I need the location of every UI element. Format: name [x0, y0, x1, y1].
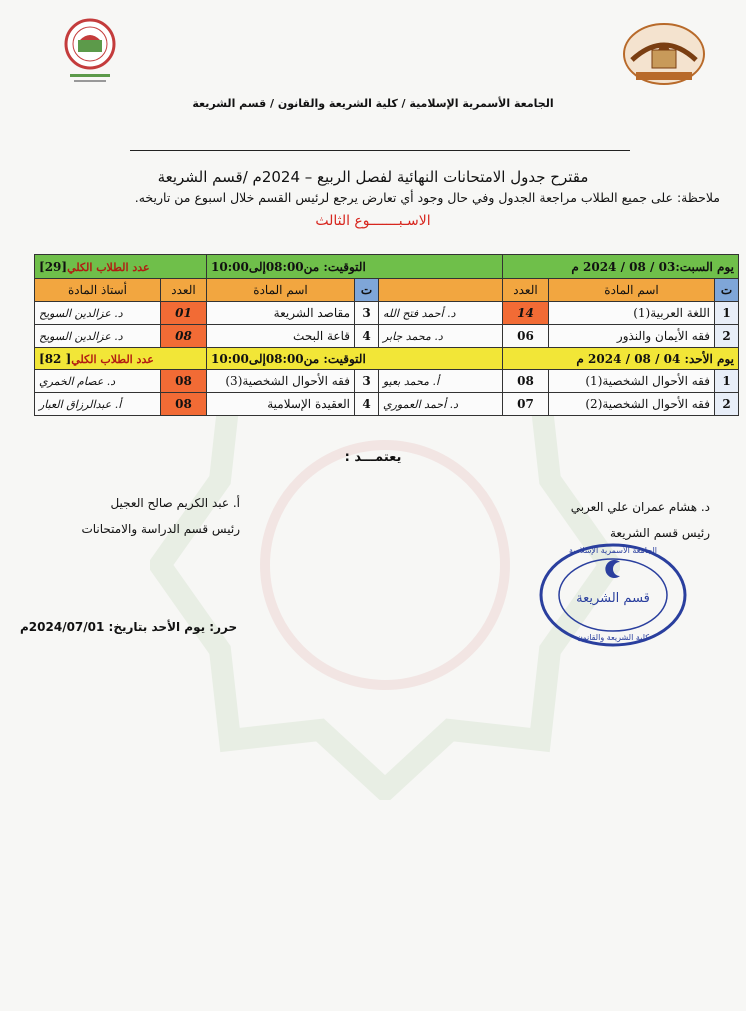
time-label: التوقيت: من08:00إلى10:00 — [207, 348, 503, 370]
signature-right-role: رئيس قسم الشريعة — [610, 526, 710, 540]
student-count: 08 — [161, 325, 207, 348]
table-row — [35, 393, 739, 416]
university-logo-right — [622, 20, 706, 86]
row-index: 2 — [715, 325, 739, 348]
institution-header: الجامعة الأسمرية الإسلامية / كلية الشريعة والقانون / قسم الشريعة — [192, 97, 554, 110]
row-index: 4 — [355, 393, 379, 416]
issue-date: حرر: يوم الأحد بتاريخ: 2024/07/01م — [20, 620, 238, 634]
svg-text:الجامعة الأسمرية الإسلامية: الجامعة الأسمرية الإسلامية — [568, 546, 658, 555]
teacher-name: د. عزالدين السويح — [35, 325, 161, 348]
subject-name: مقاصد الشريعة — [207, 302, 355, 325]
header-count: العدد — [161, 279, 207, 302]
student-count: 06 — [503, 325, 549, 348]
row-index: 3 — [355, 370, 379, 393]
student-count: 14 — [503, 302, 549, 325]
approval-heading: يعتمـــد : — [344, 450, 402, 465]
header-index: ت — [715, 279, 739, 302]
row-index: 2 — [715, 393, 739, 416]
header-index: ت — [355, 279, 379, 302]
day-row-sunday — [35, 348, 739, 370]
day-label: يوم السبت:03 / 08 / 2024 م — [503, 255, 739, 279]
header-subject: اسم المادة — [549, 279, 715, 302]
teacher-name: د. محمد جابر — [379, 325, 503, 348]
svg-text:كلية الشريعة والقانون: كلية الشريعة والقانون — [576, 633, 650, 642]
student-count: 08 — [161, 393, 207, 416]
subject-name: قاعة البحث — [207, 325, 355, 348]
subject-name: اللغة العربية(1) — [549, 302, 715, 325]
time-label: التوقيت: من08:00إلى10:00 — [207, 255, 503, 279]
row-index: 1 — [715, 370, 739, 393]
college-logo-left — [50, 12, 130, 92]
student-count: 08 — [161, 370, 207, 393]
header-teacher: أستاذ المادة — [35, 279, 161, 302]
day-row-saturday — [35, 255, 739, 279]
subject-name: فقه الأحوال الشخصية(1) — [549, 370, 715, 393]
table-row — [35, 325, 739, 348]
teacher-name: أ. محمد بعيو — [379, 370, 503, 393]
signature-left-role: رئيس قسم الدراسة والامتحانات — [81, 522, 240, 536]
signature-left-name: أ. عبد الكريم صالح العجيل — [110, 496, 240, 510]
student-count: 08 — [503, 370, 549, 393]
total-students: عدد الطلاب الكلي[ 82] — [35, 348, 207, 370]
header-blank — [379, 279, 503, 302]
subject-name: فقه الأحوال الشخصية(2) — [549, 393, 715, 416]
day-label: يوم الأحد: 04 / 08 / 2024 م — [503, 348, 739, 370]
header-divider — [130, 150, 630, 151]
subject-name: فقه الأحوال الشخصية(3) — [207, 370, 355, 393]
table-header-row — [35, 279, 739, 302]
table-row — [35, 302, 739, 325]
header-subject: اسم المادة — [207, 279, 355, 302]
subject-name: فقه الأيمان والنذور — [549, 325, 715, 348]
week-label: الاسـبـــــــوع الثالث — [315, 213, 431, 229]
teacher-name: د. عزالدين السويح — [35, 302, 161, 325]
student-count: 07 — [503, 393, 549, 416]
row-index: 4 — [355, 325, 379, 348]
exam-schedule-table — [34, 254, 739, 416]
signature-right-name: د. هشام عمران علي العربي — [570, 500, 710, 514]
student-count: 01 — [161, 302, 207, 325]
signature-left — [40, 490, 240, 542]
teacher-name: د. عصام الخمري — [35, 370, 161, 393]
row-index: 1 — [715, 302, 739, 325]
svg-text:قسم الشريعة: قسم الشريعة — [576, 591, 650, 606]
table-row — [35, 370, 739, 393]
department-stamp — [538, 540, 688, 650]
student-note: ملاحظة: على جميع الطلاب مراجعة الجدول وفي حال وجود أي تعارض يرجع لرئيس القسم خلال اسبوع من تاريخه. — [134, 190, 720, 205]
subject-name: العقيدة الإسلامية — [207, 393, 355, 416]
document-title: مقترح جدول الامتحانات النهائية لفصل الربيع – 2024م /قسم الشريعة — [157, 168, 589, 186]
signature-right — [540, 494, 710, 546]
row-index: 3 — [355, 302, 379, 325]
total-students: عدد الطلاب الكلي[29] — [35, 255, 207, 279]
header-count: العدد — [503, 279, 549, 302]
teacher-name: د. أحمد العموري — [379, 393, 503, 416]
teacher-name: أ. عبدالرزاق العبار — [35, 393, 161, 416]
teacher-name: د. أحمد فتح الله — [379, 302, 503, 325]
